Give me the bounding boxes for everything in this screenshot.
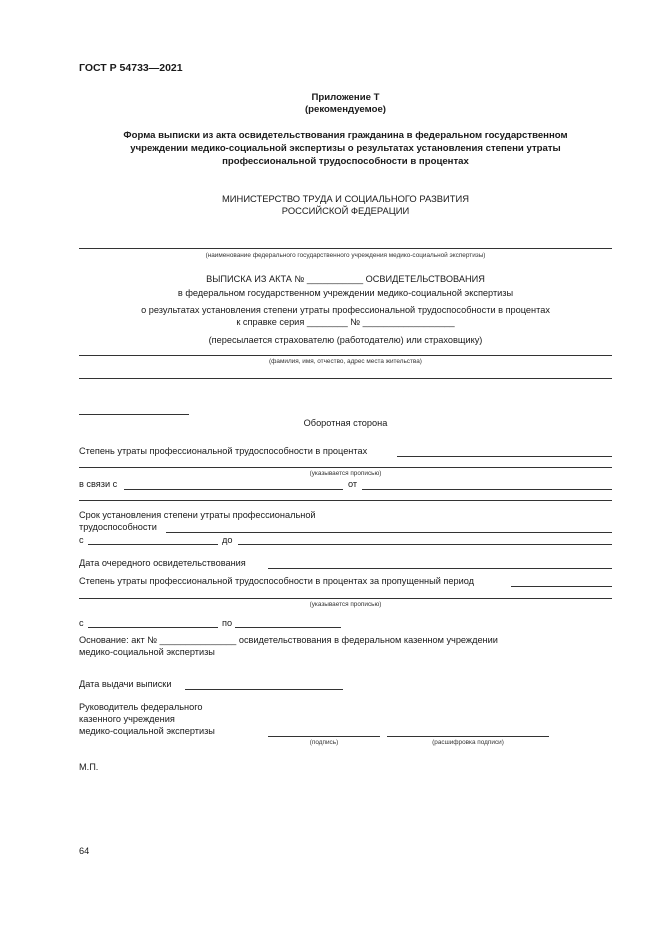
- from-input-line[interactable]: [362, 489, 612, 490]
- period-label-2: трудоспособности: [79, 522, 157, 532]
- extract-title: ВЫПИСКА ИЗ АКТА № ___________ ОСВИДЕТЕЛЬСТВОВАНИЯ: [206, 274, 485, 284]
- in-words-caption: (указывается прописью): [309, 470, 382, 477]
- ministry-line-1: МИНИСТЕРСТВО ТРУДА И СОЦИАЛЬНОГО РАЗВИТИЯ: [222, 193, 469, 204]
- signature-caption: (подпись): [309, 739, 339, 746]
- period-to-input[interactable]: [238, 544, 612, 545]
- degree-input-line[interactable]: [397, 456, 612, 457]
- in-connection-label: в связи с: [79, 479, 118, 489]
- form-title-line-3: профессиональной трудоспособности в процентах: [222, 156, 469, 167]
- in-words-caption-2: (указывается прописью): [309, 601, 382, 608]
- institution-line: [79, 248, 612, 249]
- in-connection-line-2[interactable]: [79, 500, 612, 501]
- degree-words-line[interactable]: [79, 467, 612, 468]
- head-title-line-1: Руководитель федерального: [79, 702, 203, 712]
- appendix-subtitle: (рекомендуемое): [304, 104, 386, 115]
- person-line-2: [79, 378, 612, 379]
- appendix-title: Приложение Т: [311, 92, 380, 103]
- period-input-line[interactable]: [166, 532, 612, 533]
- signature-decode-caption: (расшифровка подписи): [432, 739, 504, 746]
- period-to-label: до: [222, 535, 233, 545]
- page-number: 64: [79, 846, 90, 856]
- missed-period-label: Степень утраты профессиональной трудоспособности в процентах за пропущенный период: [79, 576, 474, 586]
- missed-from-label: с: [79, 618, 84, 628]
- basis-line-2: медико-социальной экспертизы: [79, 647, 215, 657]
- from-label: от: [348, 479, 358, 489]
- degree-label: Степень утраты профессиональной трудоспособности в процентах: [79, 446, 368, 456]
- head-title-line-3: медико-социальной экспертизы: [79, 726, 215, 736]
- institution-caption: (наименование федерального государственного учреждения медико-социальной экспертизы): [205, 252, 486, 259]
- period-label-1: Срок установления степени утраты профессиональной: [79, 510, 316, 520]
- standard-number: ГОСТ Р 54733—2021: [79, 62, 183, 74]
- signature-line[interactable]: [268, 736, 380, 737]
- missed-to-input[interactable]: [235, 627, 341, 628]
- person-line: [79, 355, 612, 356]
- period-from-label: с: [79, 535, 84, 545]
- form-title-line-2: учреждении медико-социальной экспертизы о результатах установления степени утраты: [130, 143, 561, 154]
- head-title-line-2: казенного учреждения: [79, 714, 175, 724]
- reverse-side-label: Оборотная сторона: [303, 418, 388, 428]
- extract-institution: в федеральном государственном учреждении медико-социальной экспертизы: [177, 288, 514, 298]
- issue-date-input[interactable]: [185, 689, 343, 690]
- signature-decode-line[interactable]: [387, 736, 549, 737]
- next-exam-input[interactable]: [268, 568, 612, 569]
- missed-to-label: по: [222, 618, 233, 628]
- short-line: [79, 414, 189, 415]
- missed-period-input[interactable]: [511, 586, 612, 587]
- ministry-line-2: РОССИЙСКОЙ ФЕДЕРАЦИИ: [281, 205, 410, 216]
- in-connection-input-line[interactable]: [124, 489, 343, 490]
- basis-line-1: Основание: акт № _______________ освидетельствования в федеральном казенном учреждении: [79, 635, 498, 645]
- missed-from-input[interactable]: [88, 627, 218, 628]
- person-caption: (фамилия, имя, отчество, адрес места жительства): [269, 358, 422, 365]
- next-exam-label: Дата очередного освидетельствования: [79, 558, 246, 568]
- issue-date-label: Дата выдачи выписки: [79, 679, 172, 689]
- period-from-input[interactable]: [88, 544, 218, 545]
- extract-forwarding: (пересылается страхователю (работодателю) или страховщику): [208, 335, 483, 345]
- extract-certificate: к справке серия ________ № __________________: [236, 317, 455, 327]
- missed-period-words-line[interactable]: [79, 598, 612, 599]
- extract-results: о результатах установления степени утраты профессиональной трудоспособности в процентах: [141, 305, 550, 315]
- stamp-label: М.П.: [79, 762, 99, 772]
- form-title-line-1: Форма выписки из акта освидетельствования гражданина в федеральном государственном: [123, 130, 568, 141]
